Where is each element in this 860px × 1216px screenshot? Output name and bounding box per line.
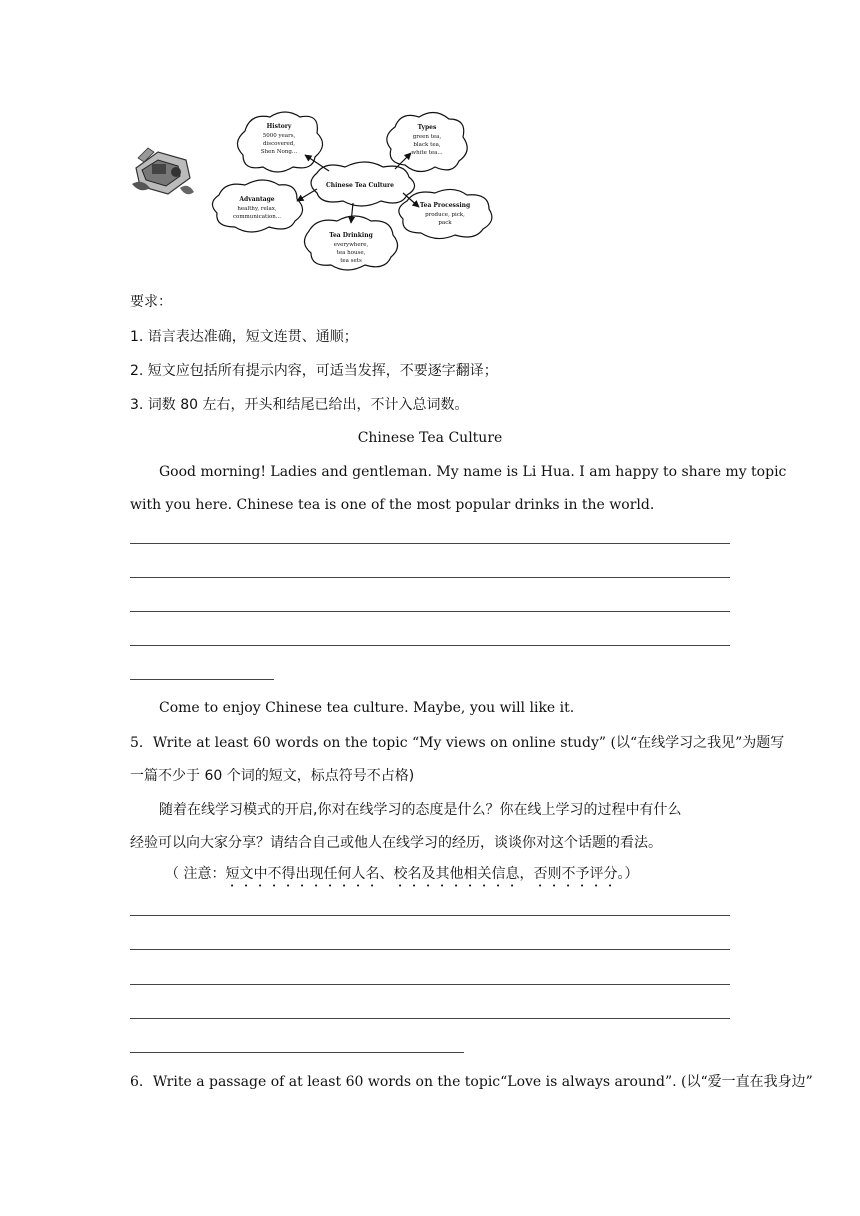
svg-text:black tea,: black tea,	[413, 142, 441, 148]
svg-text:tea house,: tea house,	[336, 250, 366, 256]
svg-text:Tea Processing: Tea Processing	[419, 202, 471, 209]
requirements-label: 要求：	[130, 294, 172, 310]
note-body: 短文中不得出现任何人名、校名及其他相关信息，否则不予评分。	[225, 866, 625, 882]
svg-text:discovered,: discovered,	[262, 141, 296, 147]
answer-line[interactable]	[130, 645, 730, 646]
essay-closing: Come to enjoy Chinese tea culture. Maybe, you will like it.	[159, 700, 575, 716]
answer-line[interactable]	[130, 679, 274, 680]
answer-line[interactable]	[130, 577, 730, 578]
svg-text:everywhere,: everywhere,	[333, 242, 369, 248]
answer-line[interactable]	[130, 915, 730, 916]
question-5-prompt: 随着在线学习模式的开启,你对在线学习的态度是什么？你在线上学习的过程中有什么	[159, 802, 682, 818]
center-label: Chinese Tea Culture	[326, 182, 394, 189]
svg-text:pack: pack	[438, 220, 452, 226]
svg-text:History: History	[266, 123, 292, 130]
svg-text:green tea,: green tea,	[412, 134, 442, 140]
svg-text:tea sets: tea sets	[340, 258, 362, 264]
svg-text:Types: Types	[417, 124, 437, 131]
essay-opening: Good morning! Ladies and gentleman. My name is Li Hua. I am happy to share my topic	[159, 464, 787, 480]
svg-text:communication...: communication...	[232, 214, 282, 220]
essay-title: Chinese Tea Culture	[357, 430, 503, 446]
svg-text:produce, pick,: produce, pick,	[425, 212, 465, 218]
question-5-line: 一篇不少于 60 个词的短文，标点符号不占格)	[130, 768, 415, 784]
answer-line[interactable]	[130, 949, 730, 950]
note-open: （ 注意：	[165, 866, 226, 882]
question-5-prompt: 经验可以向大家分享？请结合自己或他人在线学习的经历，谈谈你对这个话题的看法。	[130, 835, 662, 851]
answer-line[interactable]	[130, 543, 730, 544]
answer-line[interactable]	[130, 1018, 730, 1019]
svg-text:Tea Drinking: Tea Drinking	[329, 232, 373, 239]
answer-line[interactable]	[130, 984, 730, 985]
tea-culture-mindmap	[205, 103, 500, 281]
svg-text:white tea...: white tea...	[411, 150, 443, 156]
svg-text:Shen Nong...: Shen Nong...	[260, 149, 298, 155]
question-6-line: 6．Write a passage of at least 60 words on the topic“Love is always around”. (以“爱一直在我身边”	[130, 1074, 813, 1090]
requirement-item: 1. 语言表达准确，短文连贯、通顺；	[130, 329, 358, 345]
question-5-line: 5．Write at least 60 words on the topic “My views on online study” (以“在线学习之我见”为题写	[130, 735, 785, 751]
svg-text:5000 years,: 5000 years,	[262, 133, 296, 139]
answer-line[interactable]	[130, 1052, 464, 1053]
svg-text:Advantage: Advantage	[239, 196, 275, 203]
essay-opening: with you here. Chinese tea is one of the most popular drinks in the world.	[130, 497, 655, 513]
note-close: ）	[624, 866, 639, 882]
requirement-item: 3. 词数 80 左右，开头和结尾已给出，不计入总词数。	[130, 397, 469, 413]
answer-line[interactable]	[130, 611, 730, 612]
requirement-item: 2. 短文应包括所有提示内容，可适当发挥，不要逐字翻译；	[130, 363, 498, 379]
tea-set-image	[128, 138, 198, 206]
svg-text:healthy, relax,: healthy, relax,	[237, 206, 277, 212]
question-5-note	[165, 864, 638, 890]
